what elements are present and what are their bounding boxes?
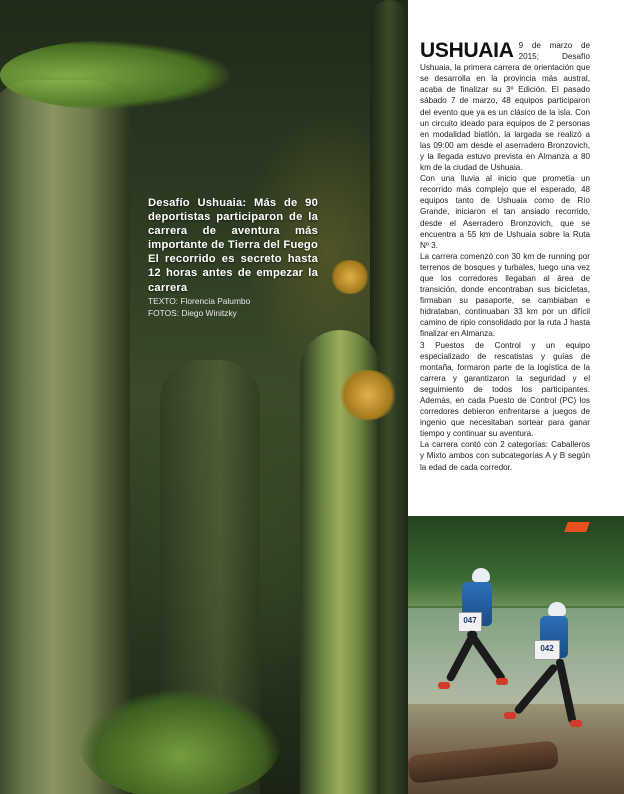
article-paragraph: 3 Puestos de Control y un equipo especializado de rescatistas y guías de montaña, formaron parte de la logística de la carrera y garantizaron la seguridad y el seguimiento de todos los participantes. Además, en cada Puesto de Control (PC) los corredores debieron enfrentarse a juegos de ingenio que necesitaban sortear para ganar tiempo y continuar su aventura.	[420, 340, 590, 439]
shoe	[496, 678, 508, 685]
lead-paragraph: Desafío Ushuaia: Más de 90 deportistas participaron de la carrera de aventura más importante de Tierra del Fuego El recorrido es secreto hasta 12 horas antes de empezar la carrera	[148, 197, 318, 294]
article-paragraph: La carrera contó con 2 categorías: Caballeros y Mixto ambos con subcategorías A y B según la edad de cada corredor.	[420, 440, 590, 472]
orange-flag	[564, 522, 590, 532]
article-title: USHUAIA	[420, 39, 514, 62]
credit-photos: FOTOS: Diego Winitzky	[148, 307, 237, 318]
article-body	[420, 40, 590, 473]
runner-leg	[513, 663, 559, 716]
article-paragraph: 9 de marzo de 2015; Desafío Ushuaia, la primera carrera de orientación que se desarrolla en la provincia más austral, acaba de finalizar su 3º Edición. El pasado sábado 7 de marzo, 48 equipos participaron del evento que ya es un clásico de la isla. Con un circuito ideado para equipos de 2 personas en modalidad biatlón, la largada se realizó a las 09:00 am desde el aserradero Bronzovich, y la llegada estuvo prevista en Almanza a 80 km de la ciudad de Ushuaia.	[420, 41, 590, 173]
tree-trunk	[0, 80, 130, 794]
runner-1	[438, 568, 518, 708]
fern-foliage	[80, 690, 280, 794]
runner-leg	[466, 629, 507, 683]
lichen-cluster	[330, 260, 370, 294]
shoe	[504, 712, 516, 719]
credits	[148, 296, 250, 319]
runners-photo	[408, 516, 624, 794]
fern-foliage	[0, 40, 230, 110]
bib-number: 042	[540, 644, 554, 653]
helmet	[472, 568, 490, 582]
runner-2	[508, 602, 588, 742]
runner-leg	[555, 658, 577, 724]
helmet	[548, 602, 566, 616]
shoe	[438, 682, 450, 689]
article-paragraph: La carrera comenzó con 30 km de running por terrenos de bosques y turbales, luego una vez que los corredores llegaban al área de transición, donde encontraban sus bicicletas, firmaban su pasaporte, se cambiaban e hidrataban, continuaban 33 km por un difícil camino de ripio consolidado por la ruta J hasta finalizar en Almanza.	[420, 251, 590, 339]
race-bib	[534, 640, 560, 660]
shoe	[570, 720, 582, 727]
lichen-cluster	[338, 370, 398, 420]
race-bib	[458, 612, 482, 632]
article-paragraph: Con una lluvia al inicio que prometía un recorrido más complejo que el esperado, 48 equipos tanto de Ushuaia como de Río Grande, iniciaron el tan ansiado recorrido, desde el Aserradero Bronzovich, que se encuentra a 55 km de Ushuaia sobre la Ruta Nº 3.	[420, 174, 590, 250]
credit-text: TEXTO: Florencia Palumbo	[148, 296, 251, 306]
bib-number: 047	[463, 616, 477, 625]
